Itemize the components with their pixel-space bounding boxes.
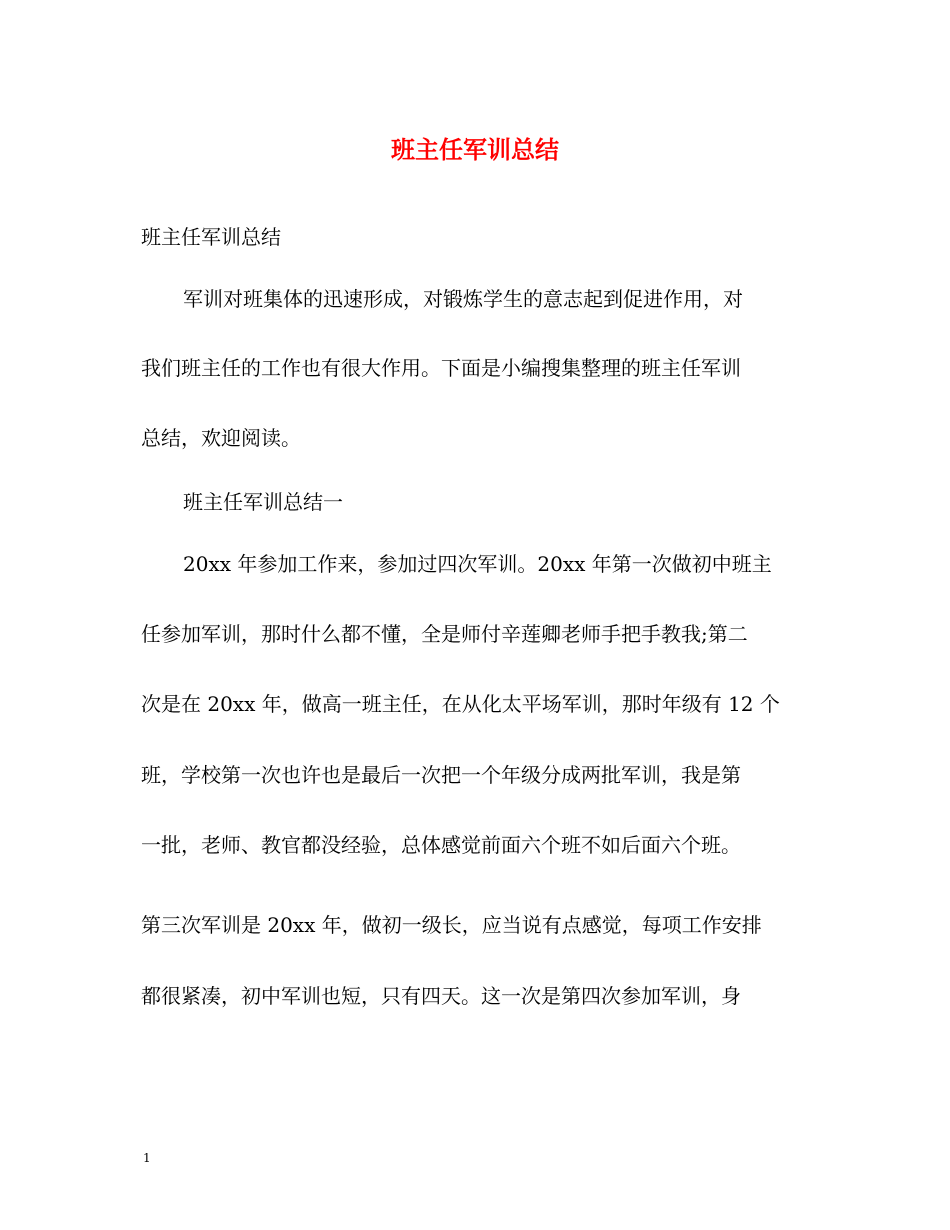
paragraph-line: 一批，老师、教官都没经验，总体感觉前面六个班不如后面六个班。 bbox=[141, 833, 741, 857]
paragraph-line: 我们班主任的工作也有很大作用。下面是小编搜集整理的班主任军训 bbox=[141, 356, 741, 380]
paragraph-line: 总结，欢迎阅读。 bbox=[141, 426, 301, 450]
paragraph-line: 第三次军训是 20xx 年，做初一级长，应当说有点感觉，每项工作安排 bbox=[141, 913, 762, 937]
document-title: 班主任军训总结 bbox=[391, 135, 559, 164]
paragraph-line: 班，学校第一次也许也是最后一次把一个年级分成两批军训，我是第 bbox=[141, 763, 741, 787]
paragraph-line: 都很紧凑，初中军训也短，只有四天。这一次是第四次参加军训，身 bbox=[141, 984, 741, 1008]
paragraph-line: 任参加军训，那时什么都不懂，全是师付辛莲卿老师手把手教我;第二 bbox=[141, 622, 748, 646]
paragraph-line: 次是在 20xx 年，做高一班主任，在从化太平场军训，那时年级有 12 个 bbox=[141, 692, 780, 716]
paragraph-line: 军训对班集体的迅速形成，对锻炼学生的意志起到促进作用，对 bbox=[183, 287, 743, 311]
document-subtitle: 班主任军训总结 bbox=[141, 225, 281, 249]
paragraph-line: 20xx 年参加工作来，参加过四次军训。20xx 年第一次做初中班主 bbox=[183, 552, 772, 576]
section-heading: 班主任军训总结一 bbox=[183, 490, 343, 514]
page-number: 1 bbox=[143, 1151, 151, 1165]
